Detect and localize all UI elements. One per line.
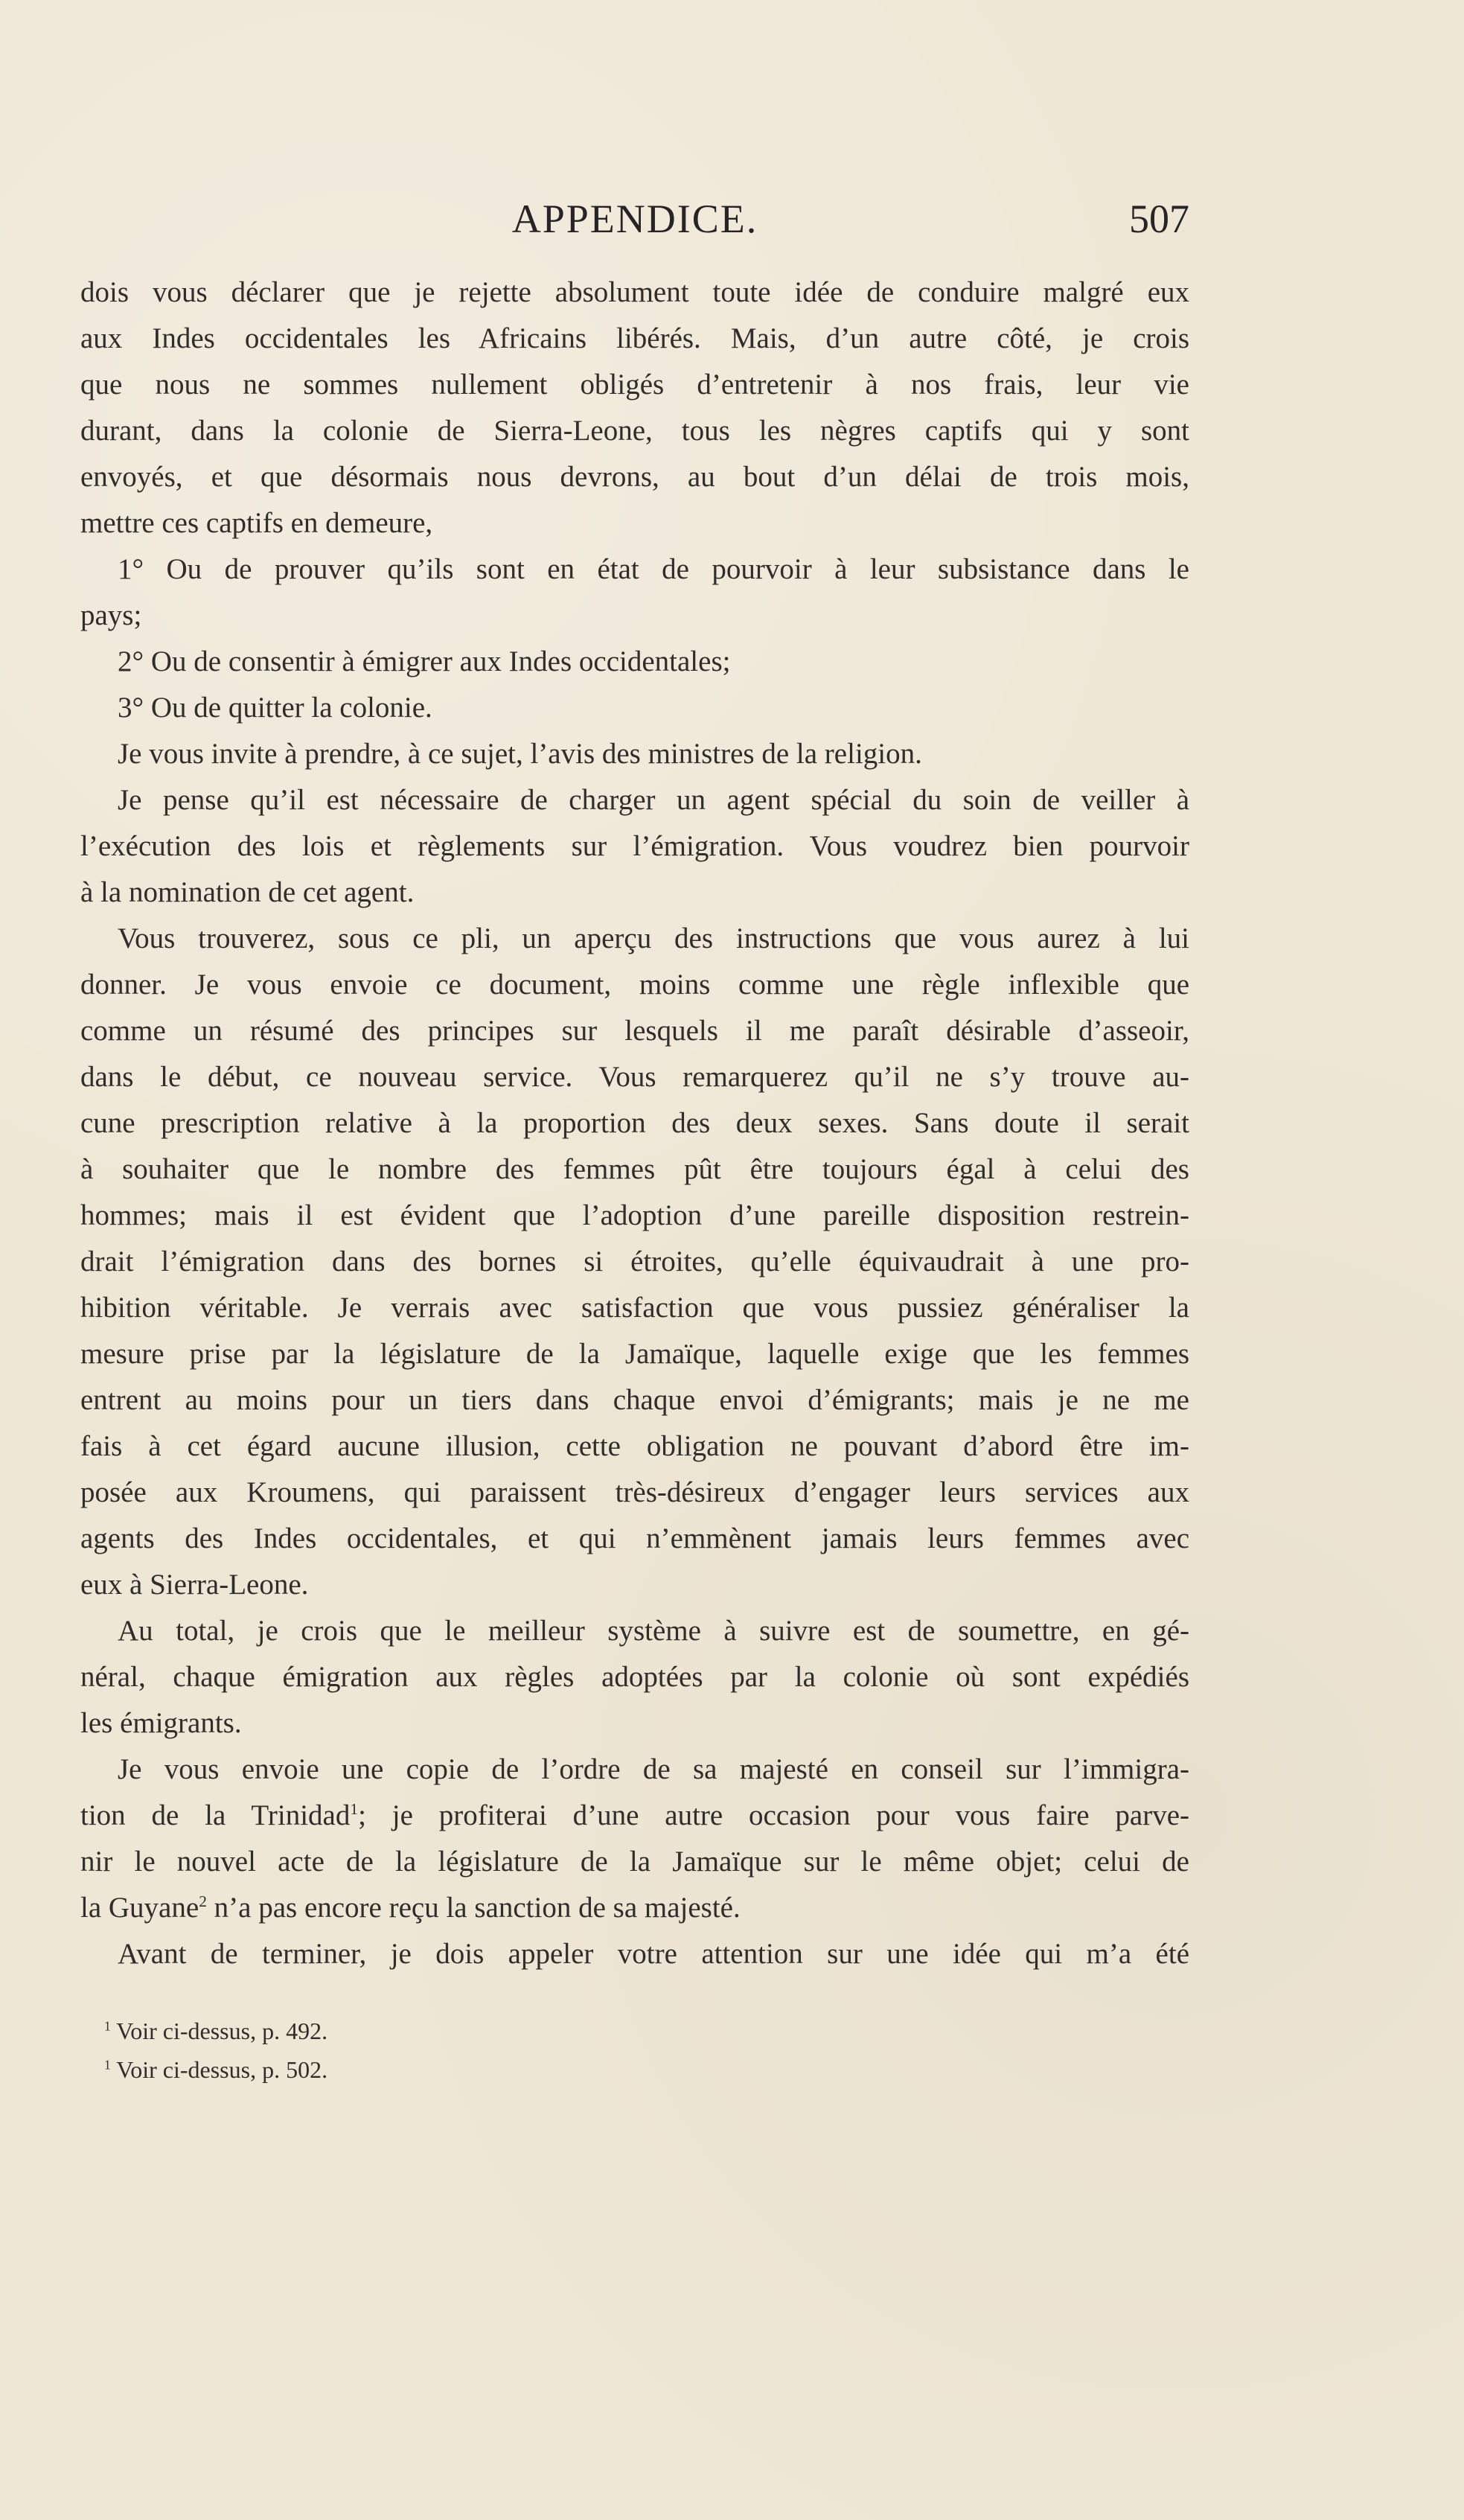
footnote-marker: 2	[199, 1892, 207, 1910]
text-line: Au total, je crois que le meilleur système à suivre est de soumettre, en gé-	[118, 1615, 1189, 1647]
text-line: posée aux Kroumens, qui paraissent très-désireux d’engager leurs services aux	[80, 1476, 1189, 1508]
page-header	[80, 192, 1189, 246]
text-line: nir le nouvel acte de la législature de la Jamaïque sur le même objet; celui de	[80, 1846, 1189, 1878]
text-line: Je pense qu’il est nécessaire de charger un agent spécial du soin de veiller à	[118, 784, 1189, 816]
text-line: néral, chaque émigration aux règles adoptées par la colonie où sont expédiés	[80, 1661, 1189, 1693]
text-line	[80, 1885, 1189, 1931]
text-line: Je vous envoie une copie de l’ordre de sa majesté en conseil sur l’immigra-	[118, 1753, 1189, 1785]
footnote-text: Voir ci-dessus, p. 492.	[116, 2017, 328, 2044]
text-line: à la nomination de cet agent.	[80, 876, 415, 908]
text-line: 2° Ou de consentir à émigrer aux Indes occidentales;	[118, 645, 731, 677]
footnote	[104, 2050, 625, 2089]
text-line: les émigrants.	[80, 1707, 242, 1739]
main-text	[80, 269, 1189, 2086]
footnote-number: 1	[104, 2018, 111, 2034]
text-line: fais à cet égard aucune illusion, cette obligation ne pouvant d’abord être im-	[80, 1430, 1189, 1462]
text-line: drait l’émigration dans des bornes si étroites, qu’elle équivaudrait à une pro-	[80, 1245, 1189, 1277]
text-line: dans le début, ce nouveau service. Vous remarquerez qu’il ne s’y trouve au-	[80, 1061, 1189, 1093]
text-line: agents des Indes occidentales, et qui n’emmènent jamais leurs femmes avec	[80, 1522, 1189, 1554]
footnote	[104, 2012, 625, 2050]
footnote-number: 1	[104, 2057, 111, 2073]
text-line: envoyés, et que désormais nous devrons, au bout d’un délai de trois mois,	[80, 461, 1189, 493]
text-line: hommes; mais il est évident que l’adoption d’une pareille disposition restrein-	[80, 1199, 1189, 1231]
text-line: Avant de terminer, je dois appeler votre attention sur une idée qui m’a été	[118, 1938, 1189, 1970]
text-line: hibition véritable. Je verrais avec satisfaction que vous pussiez généraliser la	[80, 1292, 1189, 1324]
text-line: cune prescription relative à la proportion des deux sexes. Sans doute il serait	[80, 1107, 1189, 1139]
footnote-text: Voir ci-dessus, p. 502.	[116, 2056, 328, 2083]
text-line: mesure prise par la législature de la Jamaïque, laquelle exige que les femmes	[80, 1338, 1189, 1370]
footnotes	[104, 2012, 625, 2089]
text-line: comme un résumé des principes sur lesquels il me paraît désirable d’asseoir,	[80, 1015, 1189, 1047]
text-line: pays;	[80, 599, 142, 631]
footnote-marker: 1	[350, 1800, 359, 1818]
text-line: à souhaiter que le nombre des femmes pût être toujours égal à celui des	[80, 1153, 1189, 1185]
text-line: 1° Ou de prouver qu’ils sont en état de pourvoir à leur subsistance dans le	[118, 553, 1189, 585]
text-line: aux Indes occidentales les Africains libérés. Mais, d’un autre côté, je crois	[80, 322, 1189, 354]
text-line: l’exécution des lois et règlements sur l’émigration. Vous voudrez bien pourvoir	[80, 830, 1189, 862]
text-line	[80, 1793, 1189, 1839]
text-line-fragment: tion de la Trinidad	[80, 1799, 351, 1831]
text-line: donner. Je vous envoie ce document, moins comme une règle inflexible que	[80, 969, 1189, 1001]
running-head: APPENDICE.	[511, 197, 758, 241]
page-number: 507	[1129, 197, 1189, 241]
text-line: Vous trouverez, sous ce pli, un aperçu des instructions que vous aurez à lui	[118, 922, 1189, 954]
text-line: dois vous déclarer que je rejette absolument toute idée de conduire malgré eux	[80, 276, 1189, 308]
text-line: 3° Ou de quitter la colonie.	[118, 692, 432, 724]
text-line-fragment: la Guyane	[80, 1892, 199, 1924]
text-line: entrent au moins pour un tiers dans chaque envoi d’émigrants; mais je ne me	[80, 1384, 1189, 1416]
text-line-fragment: ; je profiterai d’une autre occasion pour vous faire parve-	[358, 1799, 1189, 1831]
text-line: Je vous invite à prendre, à ce sujet, l’avis des ministres de la religion.	[118, 738, 922, 770]
text-line: durant, dans la colonie de Sierra-Leone, tous les nègres captifs qui y sont	[80, 415, 1189, 447]
text-line: mettre ces captifs en demeure,	[80, 507, 433, 539]
text-line: que nous ne sommes nullement obligés d’entretenir à nos frais, leur vie	[80, 369, 1189, 401]
text-line: eux à Sierra-Leone.	[80, 1569, 309, 1601]
text-line-fragment: n’a pas encore reçu la sanction de sa majesté.	[206, 1892, 741, 1924]
